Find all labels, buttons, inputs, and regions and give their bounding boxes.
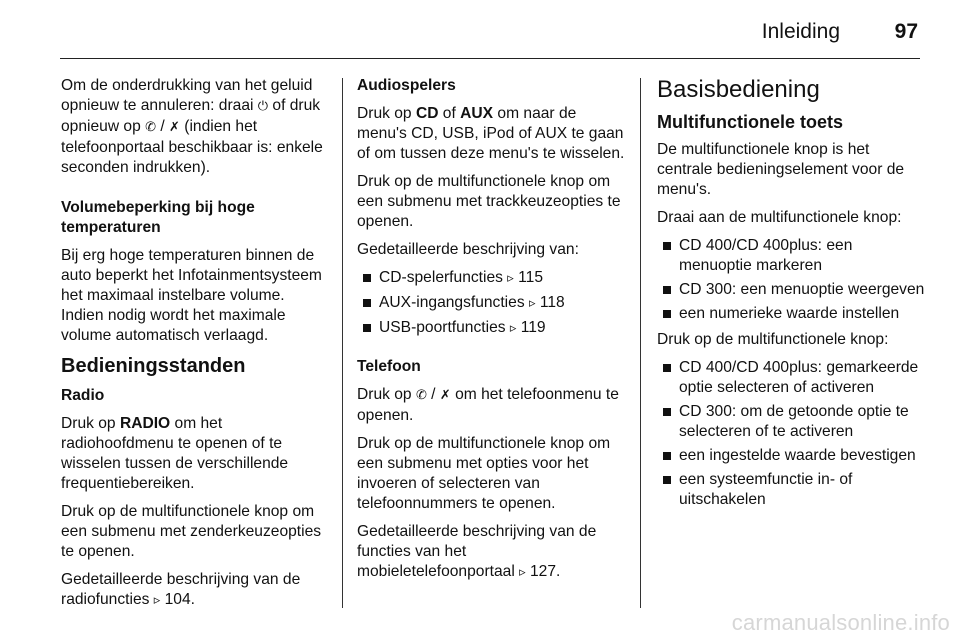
list-item: CD 300: om de getoonde optie te selecteren of te activeren — [657, 402, 927, 442]
rotate-actions-list — [657, 236, 927, 324]
reference-arrow-icon: ▹ — [153, 593, 161, 608]
paragraph: Druk op de multifunctionele knop om een submenu met opties voor het invoeren of selecteren van telefoonnummers te openen. — [357, 435, 611, 512]
watermark: carmanualsonline.info — [731, 610, 950, 635]
list-item: AUX-ingangsfuncties ▹ 118 — [357, 293, 625, 314]
bullet-icon — [663, 286, 671, 294]
power-knob-icon: ⏻ — [257, 99, 269, 114]
list-item: USB-poortfuncties ▹ 119 — [357, 318, 625, 339]
paragraph: Gedetailleerde beschrijving van: — [357, 241, 579, 258]
reference-arrow-icon: ▹ — [528, 296, 536, 311]
column-divider-2 — [640, 78, 641, 608]
reference-arrow-icon: ▹ — [507, 271, 514, 286]
bullet-icon — [663, 476, 671, 484]
paragraph: Druk op de multifunctionele knop: — [657, 331, 889, 348]
paragraph: Draai aan de multifunctionele knop: — [657, 209, 902, 226]
list-item: CD-spelerfuncties ▹ 115 — [357, 268, 625, 289]
page-heading: Basisbediening — [657, 76, 820, 103]
chapter-title: Inleiding — [761, 20, 840, 43]
list-item: een numerieke waarde instellen — [657, 304, 927, 324]
reference-arrow-icon: ▹ — [509, 321, 517, 336]
list-item: een systeemfunctie in- of uitschakelen — [657, 470, 927, 510]
paragraph: Bij erg hoge temperaturen binnen de auto beperkt het Infotainmentsysteem het maximaal instelbare volume. Indien nodig wordt het maximale volume automatisch verlaagd. — [61, 247, 322, 344]
paragraph: Druk op ✆ / ✗ om het telefoonmenu te openen. — [357, 386, 619, 424]
paragraph: Gedetailleerde beschrijving van de radiofuncties ▹ 104. — [61, 570, 329, 611]
column-2 — [357, 76, 625, 591]
paragraph: Druk op de multifunctionele knop om een submenu met trackkeuzeopties te openen. — [357, 173, 621, 230]
mute-icon: ✗ — [439, 388, 451, 403]
bullet-icon — [363, 274, 371, 282]
function-list — [357, 268, 625, 339]
column-divider-1 — [342, 78, 343, 608]
bullet-icon — [363, 299, 371, 307]
column-3 — [657, 76, 927, 516]
page-header — [60, 0, 920, 60]
page-number: 97 — [894, 20, 918, 43]
section-heading: Bedieningsstanden — [61, 355, 246, 377]
list-item: CD 400/CD 400plus: een menuoptie markeren — [657, 236, 927, 276]
bullet-icon — [363, 324, 371, 332]
paragraph: Druk op RADIO om het radiohoofdmenu te openen of te wisselen tussen de verschillende frequentiebereiken. — [61, 415, 289, 492]
paragraph: Druk op de multifunctionele knop om een submenu met zenderkeuzeopties te openen. — [61, 503, 322, 560]
subheading: Volumebeperking bij hoge temperaturen — [61, 199, 255, 236]
subheading: Audiospelers — [357, 77, 456, 94]
phone-icon: ✆ — [415, 388, 427, 403]
paragraph: Om de onderdrukking van het geluid opnieuw te annuleren: draai ⏻ of druk opnieuw op ✆ / ✗ (indien het telefoonportaal beschikbaar is: enkele seconden indrukken). — [61, 77, 323, 176]
list-item: een ingestelde waarde bevestigen — [657, 446, 927, 466]
bullet-icon — [663, 242, 671, 250]
list-item: CD 400/CD 400plus: gemarkeerde optie selecteren of activeren — [657, 358, 927, 398]
phone-icon: ✆ — [145, 120, 157, 135]
bullet-icon — [663, 364, 671, 372]
column-1 — [61, 76, 329, 619]
reference-arrow-icon: ▹ — [519, 565, 526, 580]
press-actions-list — [657, 358, 927, 510]
bullet-icon — [663, 452, 671, 460]
paragraph: Gedetailleerde beschrijving van de functies van het mobieletelefoonportaal ▹ 127. — [357, 522, 625, 583]
paragraph: De multifunctionele knop is het centrale bedieningselement voor de menu's. — [657, 141, 905, 198]
list-item: CD 300: een menuoptie weergeven — [657, 280, 927, 300]
subheading: Radio — [61, 387, 105, 404]
bullet-icon — [663, 310, 671, 318]
mute-icon: ✗ — [169, 120, 180, 135]
bullet-icon — [663, 408, 671, 416]
paragraph: Druk op CD of AUX om naar de menu's CD, USB, iPod of AUX te gaan of om tussen deze menu's te wisselen. — [357, 105, 625, 162]
subheading: Telefoon — [357, 358, 421, 375]
header-divider — [60, 58, 920, 59]
section-heading: Multifunctionele toets — [657, 112, 843, 132]
